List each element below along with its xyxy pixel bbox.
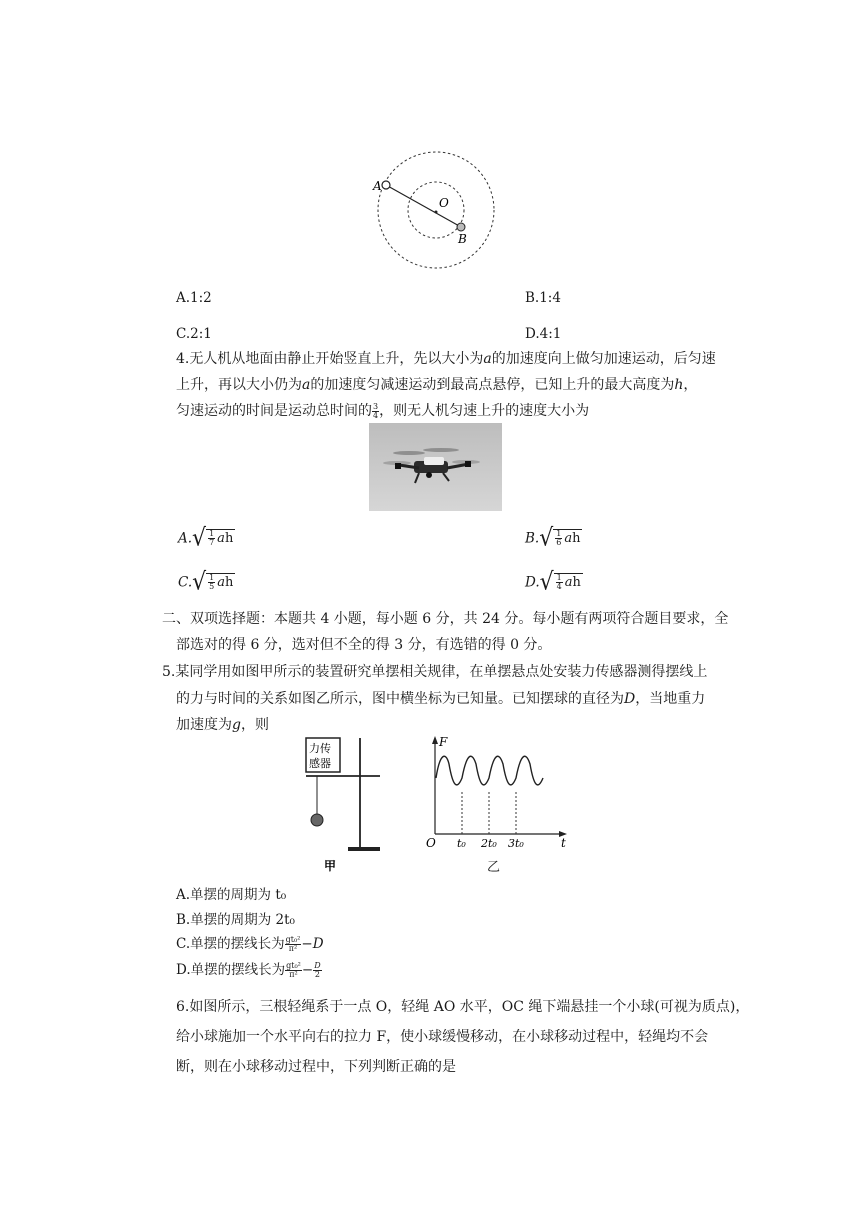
q3-option-b: B.1:4 bbox=[525, 290, 561, 306]
axis-label-t: t bbox=[561, 836, 566, 850]
q4-line-1: 4.无人机从地面由静止开始竖直上升，先以大小为a的加速度向上做匀加速运动，后匀速 bbox=[176, 351, 716, 367]
q5-option-b: B.单摆的周期为 2t₀ bbox=[176, 912, 295, 928]
force-time-graph bbox=[422, 732, 572, 857]
tick-3t0: 3t₀ bbox=[508, 837, 524, 850]
q5-option-c: C.单摆的摆线长为 $\frac{\text{gt₀²}}{\text{π²}}$ −D bbox=[176, 935, 324, 953]
q4-line-3: 匀速运动的时间是运动总时间的 $\frac{3}{4}$ ，则无人机匀速上升的速度大小为 bbox=[176, 401, 590, 420]
tick-2t0: 2t₀ bbox=[481, 837, 497, 850]
q4-option-b: B. √ $\frac{1}{6}$ a h bbox=[525, 524, 581, 553]
q6-line-2: 给小球施加一个水平向右的拉力 F，使小球缓慢移动，在小球移动过程中，轻绳均不会 bbox=[176, 1029, 709, 1045]
q5-option-a: A.单摆的周期为 t₀ bbox=[176, 887, 287, 903]
section2-line-1: 二、双项选择题：本题共 4 小题，每小题 6 分，共 24 分。每小题有两项符合题目要求，全 bbox=[162, 611, 729, 627]
q6-line-1: 6.如图所示，三根轻绳系于一点 O，轻绳 AO 水平，OC 绳下端悬挂一个小球(可视为质点)， bbox=[176, 999, 750, 1015]
sensor-label-1: 力传 bbox=[309, 742, 331, 755]
tick-t0: t₀ bbox=[457, 837, 466, 850]
ball-B bbox=[457, 223, 465, 231]
label-O: O bbox=[439, 196, 449, 210]
q5-line-1: 5.某同学用如图甲所示的装置研究单摆相关规律，在单摆悬点处安装力传感器测得摆线上 bbox=[162, 664, 708, 680]
caption-yi: 乙 bbox=[487, 860, 501, 875]
drone-photo bbox=[369, 423, 502, 511]
q5-line-2: 的力与时间的关系如图乙所示，图中横坐标为已知量。已知摆球的直径为D，当地重力 bbox=[176, 691, 706, 707]
origin-label: O bbox=[426, 836, 436, 850]
q3-option-c: C.2:1 bbox=[176, 326, 212, 342]
q6-line-3: 断，则在小球移动过程中，下列判断正确的是 bbox=[176, 1059, 456, 1075]
force-curve bbox=[436, 756, 543, 785]
q4-line-2: 上升，再以大小仍为a的加速度匀减速运动到最高点悬停，已知上升的最大高度为h， bbox=[176, 377, 698, 393]
label-A: A bbox=[373, 179, 382, 193]
caption-jia: 甲 bbox=[324, 859, 337, 873]
label-B: B bbox=[458, 232, 467, 246]
q5-option-d: D.单摆的摆线长为 $\frac{\text{gt₀²}}{\text{π²}}$ − $\frac{D}{2}$ bbox=[176, 961, 321, 979]
q5-line-3: 加速度为g，则 bbox=[176, 717, 269, 733]
section2-line-2: 部选对的得 6 分，选对但不全的得 3 分，有选错的得 0 分。 bbox=[176, 637, 552, 653]
q3-option-a: A.1:2 bbox=[176, 290, 212, 306]
q3-option-d: D.4:1 bbox=[525, 326, 562, 342]
rod-AB bbox=[386, 185, 461, 227]
fraction-three-quarters: $\frac{3}{4}$ bbox=[373, 401, 379, 420]
pendulum-bob bbox=[311, 814, 323, 826]
pendulum-apparatus-figure bbox=[296, 736, 386, 876]
q4-option-d: D. √ $\frac{1}{4}$ a h bbox=[525, 568, 581, 597]
outer-dashed-circle bbox=[378, 152, 494, 268]
inner-dashed-circle bbox=[408, 182, 464, 238]
q4-option-a: A. √ $\frac{1}{7}$ a h bbox=[178, 524, 234, 553]
circle-diagram bbox=[360, 150, 500, 275]
q4-option-c: C. √ $\frac{1}{5}$ a h bbox=[178, 568, 234, 597]
axis-label-F: F bbox=[439, 735, 448, 749]
sensor-label-2: 感器 bbox=[309, 757, 331, 770]
center-O bbox=[435, 211, 438, 214]
ball-A bbox=[382, 181, 390, 189]
